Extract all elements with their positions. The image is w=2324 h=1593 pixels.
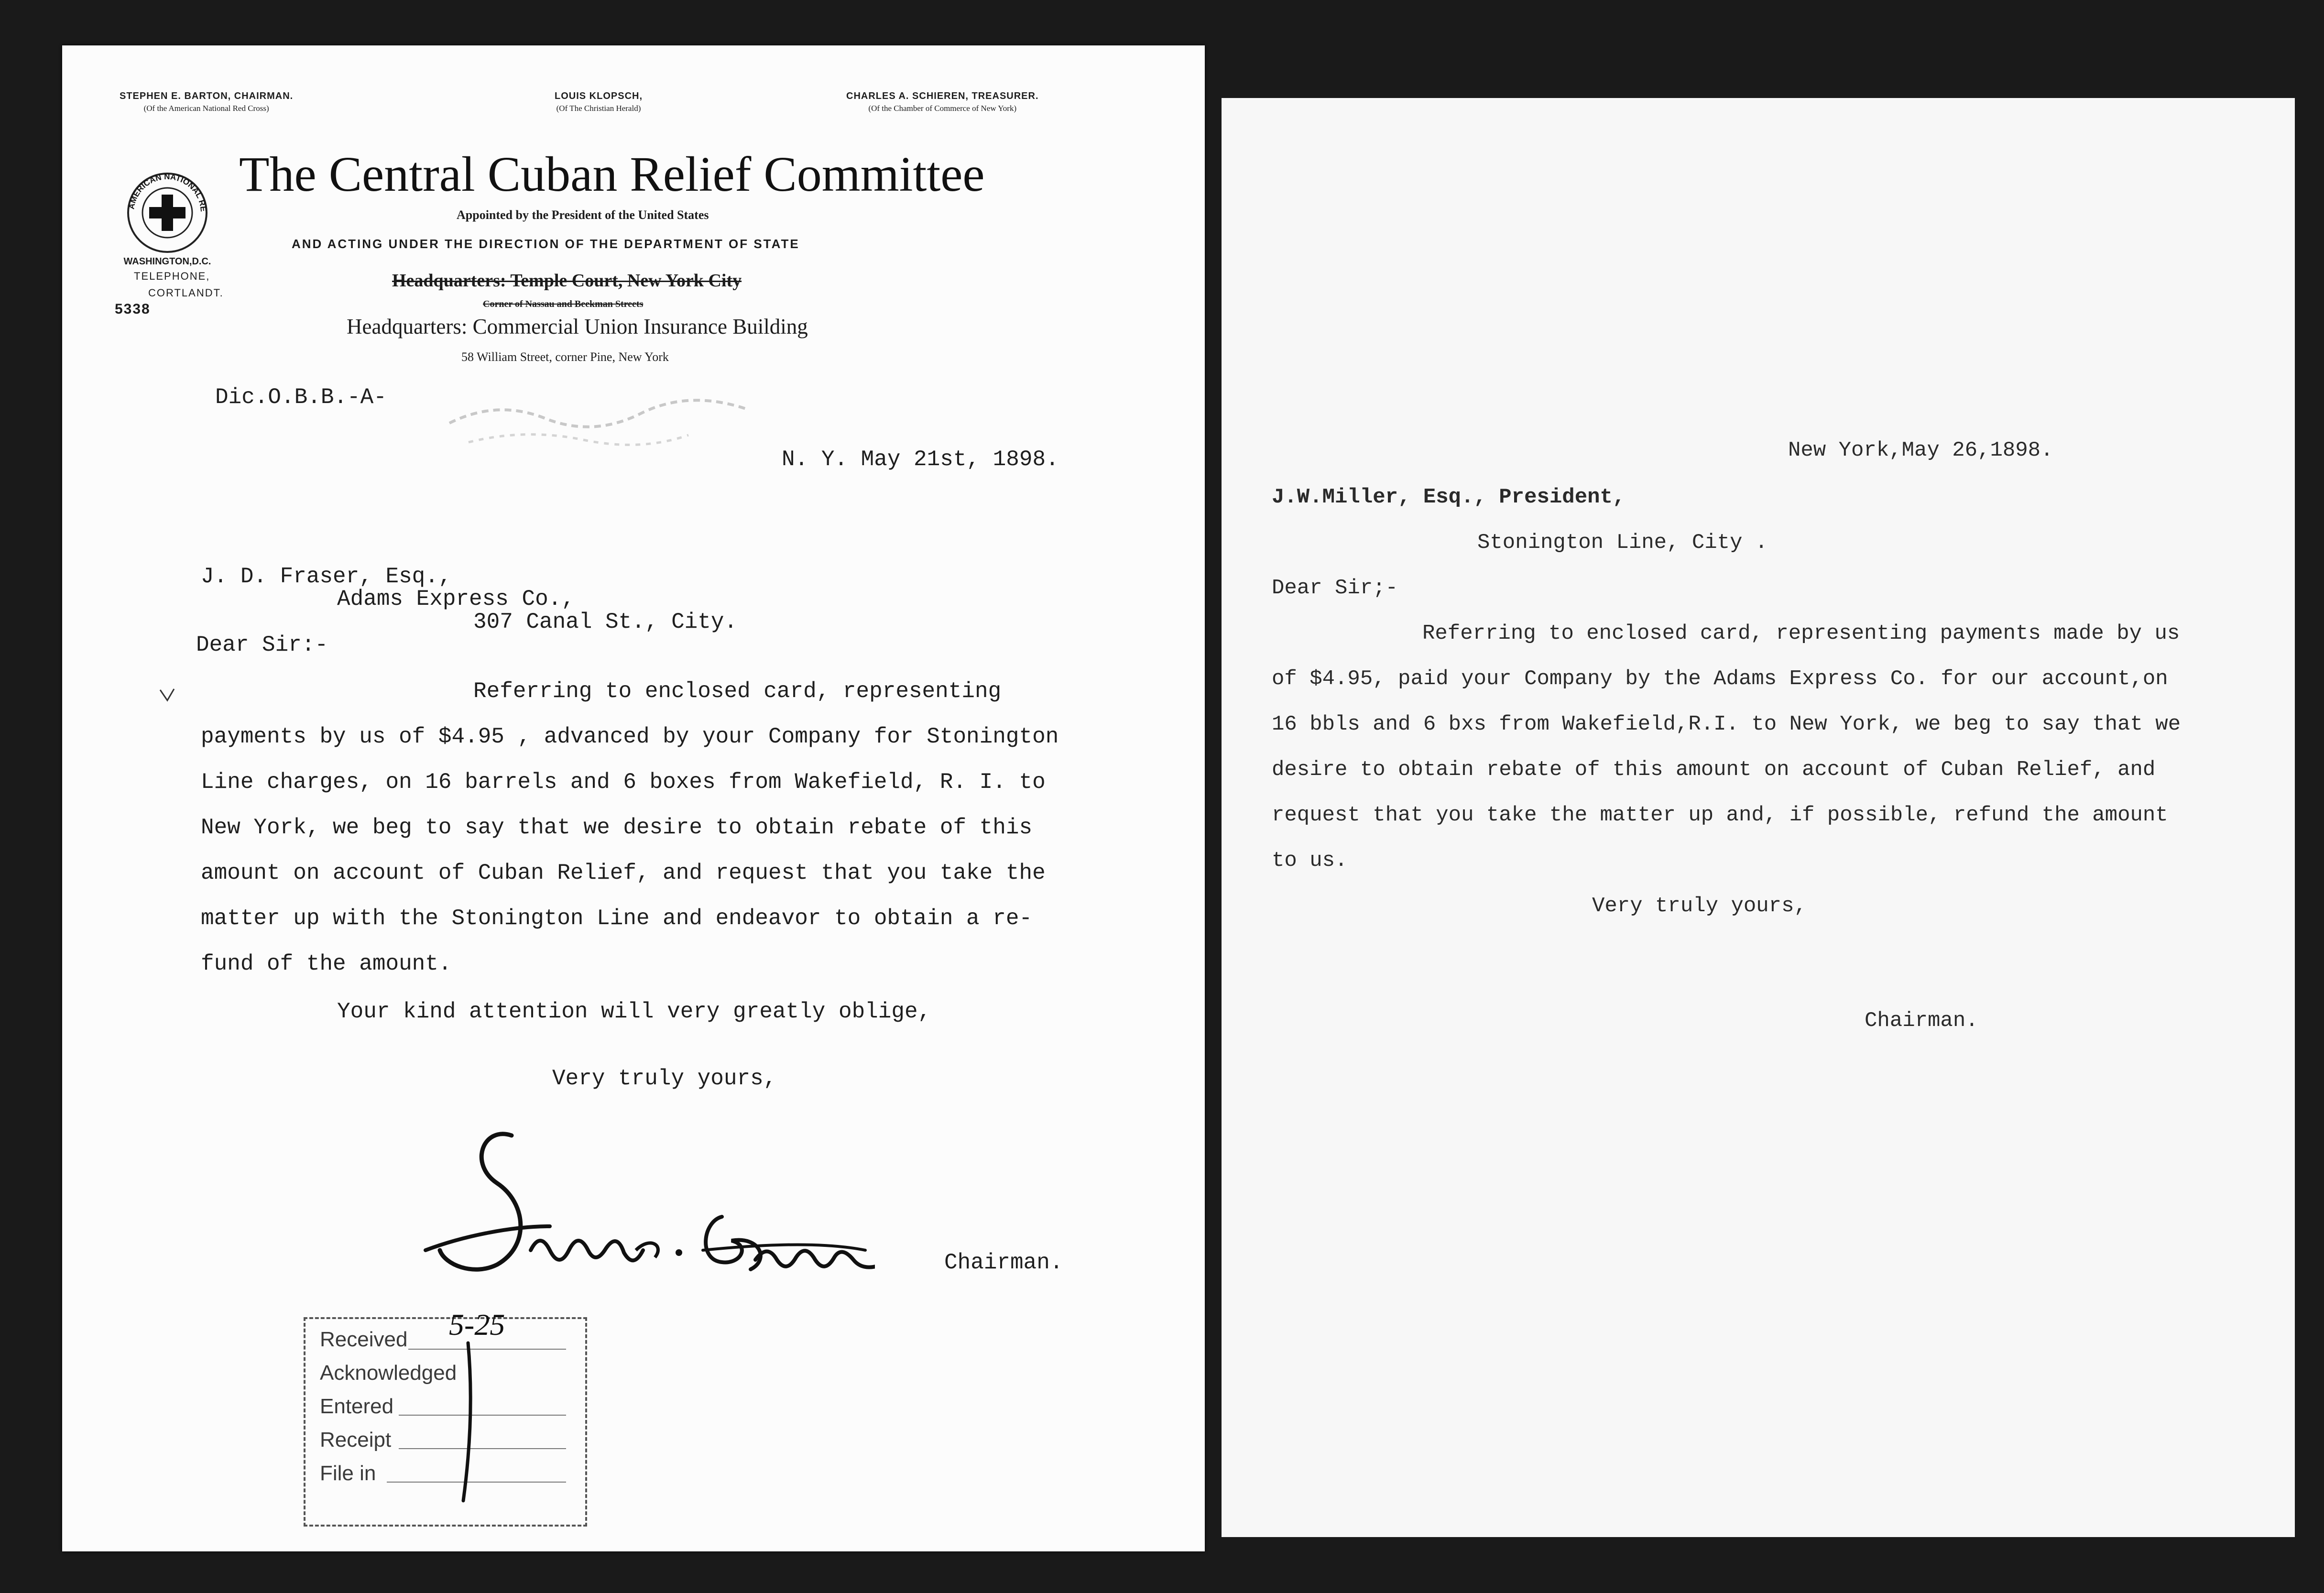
right-body-line: request that you take the matter up and, if possible, refund the amount [1272, 803, 2168, 827]
right-body-line: 16 bbls and 6 bxs from Wakefield,R.I. to New York, we beg to say that we [1272, 712, 2181, 736]
officer-treasurer-org: (Of the Chamber of Commerce of New York) [868, 104, 1017, 113]
left-body-line: New York, we beg to say that we desire to obtain rebate of this [201, 815, 1033, 840]
received-stamp [304, 1308, 587, 1527]
letterhead-letter-sheet [62, 45, 1205, 1551]
left-body-line: payments by us of $4.95 , advanced by your Company for Stonington [201, 724, 1059, 749]
officer-klopsch [555, 91, 643, 113]
officer-chairman-org: (Of the American National Red Cross) [143, 104, 269, 113]
telephone-number: 5338 [115, 301, 151, 317]
officer-treasurer-name: CHARLES A. SCHIEREN, TREASURER. [846, 91, 1039, 101]
officer-chairman-name: STEPHEN E. BARTON, CHAIRMAN. [120, 91, 294, 101]
left-body-line: amount on account of Cuban Relief, and request that you take the [201, 861, 1046, 885]
stamp-file-in-label: File in [320, 1462, 376, 1485]
left-addressee-name: J. D. Fraser, Esq., [201, 564, 452, 589]
seal-text: AMERICAN NATIONAL RE [127, 172, 208, 212]
right-complimentary-close: Very truly yours, [1592, 894, 1807, 918]
signature-image [387, 1107, 875, 1322]
red-cross-seal-icon [120, 155, 215, 256]
telephone-label: TELEPHONE, [134, 270, 210, 282]
old-corner-struck: Corner of Nassau and Beekman Streets [483, 299, 644, 309]
stamp-entered-label: Entered [320, 1395, 394, 1418]
new-address: 58 William Street, corner Pine, New York [461, 350, 669, 364]
stamp-handwritten-date: 5-25 [449, 1308, 505, 1342]
officer-treasurer [846, 91, 1039, 113]
left-addressee-company: Adams Express Co., [337, 587, 575, 611]
stamp-acknowledged-label: Acknowledged [320, 1361, 457, 1385]
acting-under-line: AND ACTING UNDER THE DIRECTION OF THE DEPARTMENT OF STATE [292, 237, 800, 251]
right-body-line: of $4.95, paid your Company by the Adams Express Co. for our account,on [1272, 667, 2168, 691]
seal-city: WASHINGTON,D.C. [123, 256, 211, 267]
dictation-reference: Dic.O.B.B.-A- [215, 385, 387, 410]
committee-name-heading: The Central Cuban Relief Committee [239, 147, 985, 202]
right-body-line: to us. [1272, 849, 1348, 873]
left-body-line: matter up with the Stonington Line and endeavor to obtain a re- [201, 906, 1033, 931]
stamp-received-label: Received [320, 1328, 408, 1351]
right-body-line: desire to obtain rebate of this amount on account of Cuban Relief, and [1272, 758, 2156, 782]
left-complimentary-close: Very truly yours, [552, 1066, 777, 1091]
old-headquarters-struck: Headquarters: Temple Court, New York City [392, 271, 742, 291]
right-signatory-title: Chairman. [1865, 1009, 1978, 1033]
red-cross-seal [120, 155, 215, 280]
left-body-line: fund of the amount. [201, 951, 452, 976]
left-closing-line: Your kind attention will very greatly oblige, [337, 999, 931, 1024]
left-signatory-title: Chairman. [944, 1250, 1063, 1275]
margin-check-mark [158, 686, 177, 712]
officer-klopsch-name: LOUIS KLOPSCH, [555, 91, 643, 101]
officer-chairman [120, 91, 293, 113]
right-addressee-name: J.W.Miller, Esq., President, [1272, 485, 1626, 509]
stamp-receipt-label: Receipt [320, 1428, 392, 1451]
right-letter-date: New York,May 26,1898. [1788, 438, 2053, 462]
faded-pencil-marks [440, 380, 775, 476]
stamp-pen-stroke [454, 1338, 482, 1510]
left-body-line: Referring to enclosed card, representing [473, 679, 1002, 704]
left-addressee-street: 307 Canal St., City. [473, 610, 738, 634]
telephone-exchange: CORTLANDT. [148, 287, 224, 299]
right-salutation: Dear Sir;- [1272, 576, 1398, 600]
carbon-copy-letter-sheet [1222, 98, 2295, 1537]
left-body-line: Line charges, on 16 barrels and 6 boxes from Wakefield, R. I. to [201, 770, 1046, 795]
right-addressee-company: Stonington Line, City . [1477, 531, 1768, 555]
new-headquarters: Headquarters: Commercial Union Insurance Building [347, 315, 808, 338]
appointed-by-line: Appointed by the President of the United States [457, 208, 709, 222]
left-salutation: Dear Sir:- [196, 633, 328, 657]
officer-klopsch-org: (Of The Christian Herald) [556, 104, 641, 113]
right-body-line: Referring to enclosed card, representing payments made by us [1422, 622, 2180, 645]
left-letter-date: N. Y. May 21st, 1898. [782, 447, 1059, 472]
